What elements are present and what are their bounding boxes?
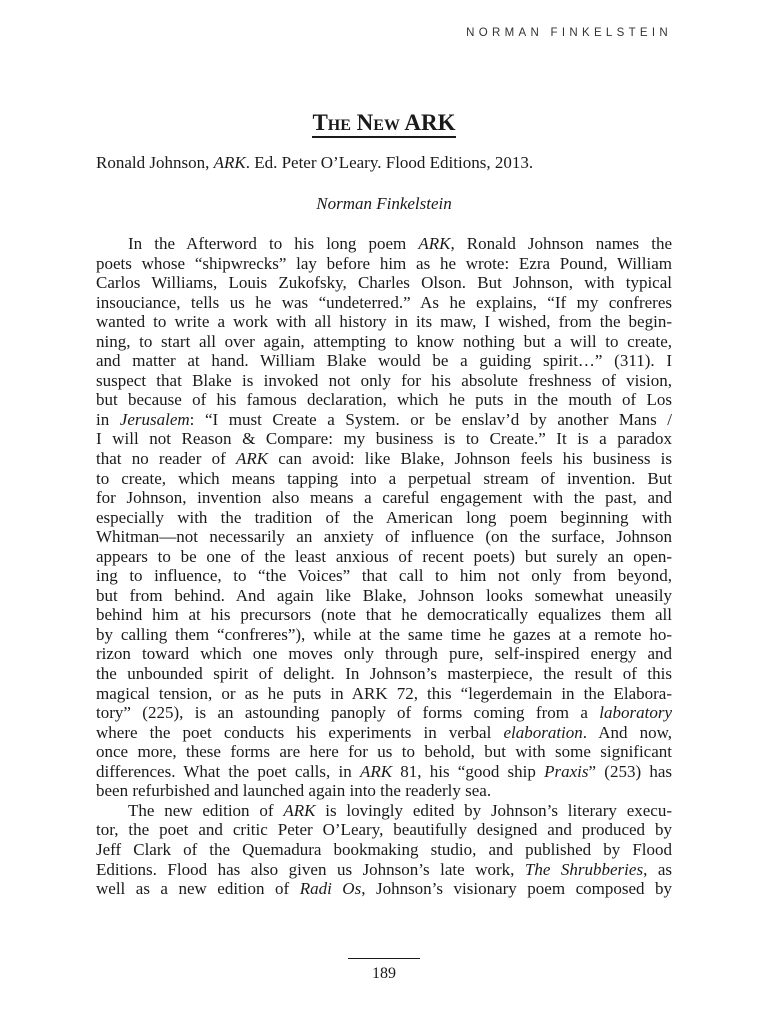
text-line bbox=[96, 527, 672, 547]
text-run: the unbounded spirit of delight. In Johnson’s masterpiece, the result of this bbox=[96, 664, 672, 684]
text-line bbox=[96, 410, 672, 430]
text-run: that no reader of bbox=[96, 449, 236, 469]
text-run: insouciance, tells us he was “undeterred.” As he explains, “If my confreres bbox=[96, 292, 672, 312]
text-run: but because of his famous declaration, which he puts in the mouth of Los bbox=[96, 390, 672, 410]
text-run: wanted to write a work with all history in its maw, I wished, from the begin- bbox=[96, 312, 672, 332]
text-line bbox=[96, 488, 672, 508]
text-run: . And now, bbox=[582, 722, 672, 742]
text-run: once more, these forms are here for us to behold, but with some significant bbox=[96, 742, 672, 762]
text-run: Editions. Flood has also given us Johnson’s late work, bbox=[96, 859, 525, 879]
text-run: I will not Reason & Compare: my business is to Create.” It is a paradox bbox=[96, 429, 672, 449]
text-line bbox=[96, 742, 672, 762]
citation-author: Ronald Johnson, bbox=[96, 153, 214, 172]
text-line bbox=[96, 293, 672, 313]
byline: Norman Finkelstein bbox=[316, 194, 452, 213]
text-line bbox=[96, 801, 672, 821]
article-title-text: The New ARK bbox=[312, 110, 455, 138]
page-number: 189 bbox=[372, 965, 396, 982]
italic-run: ARK bbox=[418, 234, 451, 253]
text-line bbox=[96, 273, 672, 293]
text-line bbox=[96, 371, 672, 391]
text-run: : “I must Create a System. or be enslav’d by another Mans / bbox=[189, 409, 672, 429]
text-line bbox=[96, 469, 672, 489]
citation bbox=[96, 153, 533, 173]
citation-work: ARK bbox=[213, 153, 246, 172]
article-title bbox=[0, 110, 768, 136]
text-run: magical tension, or as he puts in ARK 72, this “legerdemain in the Elabora- bbox=[96, 683, 672, 703]
text-line bbox=[96, 644, 672, 664]
italic-run: ARK bbox=[235, 449, 269, 469]
text-run: in bbox=[96, 409, 120, 429]
text-line bbox=[96, 429, 672, 449]
text-run: ing to influence, to “the Voices” that call to him not only from beyond, bbox=[96, 566, 672, 586]
text-line bbox=[96, 684, 672, 704]
text-line bbox=[96, 312, 672, 332]
text-run: rizon toward which one moves only through pure, self-inspired energy and bbox=[96, 644, 672, 664]
text-line bbox=[96, 860, 672, 880]
text-line bbox=[96, 762, 672, 782]
italic-run: laboratory bbox=[599, 703, 672, 723]
text-run: suspect that Blake is invoked not only for his absolute freshness of vision, bbox=[96, 370, 672, 390]
text-line bbox=[96, 234, 672, 254]
text-line bbox=[96, 449, 672, 469]
italic-run: Radi Os bbox=[299, 879, 362, 899]
text-run: can avoid: like Blake, Johnson feels his business is bbox=[268, 449, 672, 469]
text-run: ” (253) has bbox=[588, 761, 672, 781]
italic-run: Jerusalem bbox=[119, 409, 190, 429]
text-run: been refurbished and launched again into the readerly sea. bbox=[96, 781, 492, 801]
italic-run: ARK bbox=[283, 800, 316, 820]
text-run: where the poet conducts his experiments in verbal bbox=[96, 722, 504, 742]
citation-rest: . Ed. Peter O’Leary. Flood Editions, 2013. bbox=[245, 153, 534, 172]
text-line bbox=[96, 840, 672, 860]
text-run: tory” (225), is an astounding panoply of forms coming from a bbox=[96, 703, 600, 723]
italic-run: Praxis bbox=[544, 761, 589, 781]
text-line bbox=[96, 332, 672, 352]
text-line bbox=[96, 820, 672, 840]
text-run: The new edition of bbox=[128, 800, 284, 820]
text-line bbox=[96, 703, 672, 723]
italic-run: elaboration bbox=[503, 722, 583, 742]
text-run: behind him at his precursors (note that he democratically equalizes them all bbox=[96, 605, 672, 625]
text-run: ning, to start all over again, attempting to know nothing but a will to create, bbox=[96, 331, 672, 351]
italic-run: ARK bbox=[359, 761, 393, 781]
footer-rule bbox=[348, 958, 420, 959]
text-line bbox=[96, 351, 672, 371]
text-run: Whitman—not necessarily an anxiety of influence (on the surface, Johnson bbox=[96, 527, 672, 547]
text-run: Carlos Williams, Louis Zukofsky, Charles Olson. But Johnson, with typical bbox=[96, 273, 672, 293]
text-run: by calling them “confreres”), while at the same time he gazes at a remote ho- bbox=[96, 624, 672, 644]
text-line bbox=[96, 390, 672, 410]
text-line bbox=[96, 879, 672, 899]
text-run: especially with the tradition of the American long poem beginning with bbox=[96, 507, 672, 527]
text-line bbox=[96, 586, 672, 606]
text-run: In the Afterword to his long poem bbox=[128, 234, 419, 253]
text-run: but from behind. And again like Blake, Johnson looks somewhat uneasily bbox=[96, 585, 672, 605]
text-run: Jeff Clark of the Quemadura bookmaking studio, and published by Flood bbox=[96, 839, 672, 859]
text-line bbox=[96, 254, 672, 274]
text-line bbox=[96, 723, 672, 743]
text-line bbox=[96, 781, 672, 801]
text-run: , Ronald Johnson names the bbox=[450, 234, 672, 253]
text-run: for Johnson, invention also means a careful engagement with the past, and bbox=[96, 488, 672, 508]
text-line bbox=[96, 605, 672, 625]
text-line bbox=[96, 625, 672, 645]
text-run: and matter at hand. William Blake would be a guiding spirit…” (311). I bbox=[96, 351, 672, 371]
text-run: 81, his “good ship bbox=[392, 761, 545, 781]
text-line bbox=[96, 664, 672, 684]
text-line bbox=[96, 547, 672, 567]
text-run: is lovingly edited by Johnson’s literary execu- bbox=[315, 800, 672, 820]
text-run: , as bbox=[643, 859, 672, 879]
text-line bbox=[96, 508, 672, 528]
text-line bbox=[96, 566, 672, 586]
text-run: appears to be one of the least anxious of recent poets) but surely an open- bbox=[96, 546, 672, 566]
text-run: to create, which means tapping into a perpetual stream of invention. But bbox=[96, 468, 672, 488]
body-text bbox=[96, 234, 672, 899]
text-run: tor, the poet and critic Peter O’Leary, beautifully designed and produced by bbox=[96, 820, 672, 840]
text-run: well as a new edition of bbox=[96, 879, 300, 899]
italic-run: The Shrubberies bbox=[524, 859, 644, 879]
text-run: poets whose “shipwrecks” lay before him as he wrote: Ezra Pound, William bbox=[96, 253, 672, 273]
text-run: differences. What the poet calls, in bbox=[96, 761, 360, 781]
running-head: NORMAN FINKELSTEIN bbox=[466, 27, 672, 39]
text-run: , Johnson’s visionary poem composed by bbox=[361, 879, 672, 899]
